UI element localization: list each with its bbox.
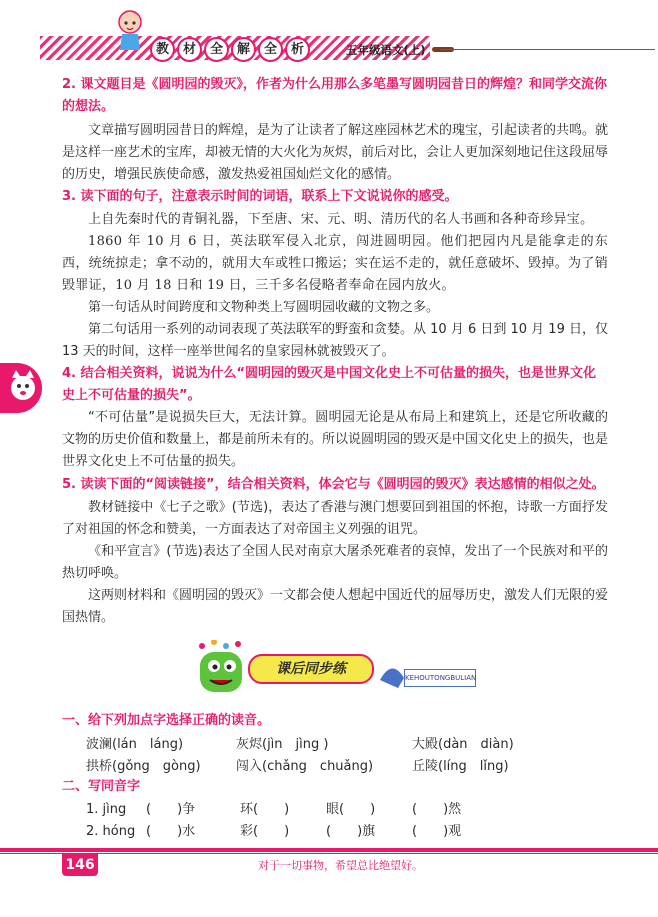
fill-blank: ( )争 — [146, 802, 196, 817]
grade-label: 五年级语文(上) — [346, 43, 426, 57]
exercise-pinyin: 2. hóng — [86, 824, 136, 839]
sync-practice-pinyin: KEHOUTONGBULIAN — [404, 669, 476, 687]
exercise-item: 闯入(chǎng chuǎng) — [236, 759, 374, 774]
header-title-char: 解 — [231, 37, 256, 62]
exercise-item: 波澜(lán láng) — [86, 737, 184, 752]
question-3: 3. 读下面的句子，注意表示时间的词语，联系上下文说说你的感受。 — [62, 189, 458, 204]
footer-divider — [0, 848, 658, 852]
exercise-item: 丘陵(líng lǐng) — [412, 759, 509, 774]
header-title-char: 析 — [285, 37, 310, 62]
header-title-char: 材 — [177, 37, 202, 62]
footer-divider — [0, 853, 658, 854]
exercise-item: 大殿(dàn diàn) — [412, 737, 514, 752]
answer-5-part-3: 这两则材料和《圆明园的毁灭》一文都会使人想起中国近代的屈辱历史，激发人们无限的爱国热情。 — [62, 588, 609, 625]
fill-blank: ( )旗 — [326, 824, 376, 839]
question-4: 4. 结合相关资料，说说为什么“圆明园的毁灭是中国文化史上不可估量的损失，也是世界文化史上不可估量的损失”。 — [62, 366, 597, 403]
quote-sentence-2: 1860 年 10 月 6 日，英法联军侵入北京，闯进圆明园。他们把园内凡是能拿走的东西，统统掠走；拿不动的，就用大车或牲口搬运；实在运不走的，就任意破坏、毁掉。为了销毁罪证，10 月 18 日和 19 日，三千多名侵略者奉命在园内放火。 — [62, 234, 608, 293]
header-stripe-mask — [430, 36, 658, 60]
fill-blank: 彩( ) — [240, 824, 290, 839]
answer-5-part-1: 教材链接中《七子之歌》(节选)，表达了香港与澳门想要回到祖国的怀抱，诗歌一方面抒发了对祖国的怀念和赞美，一方面表达了对帝国主义列强的诅咒。 — [62, 500, 608, 537]
fill-blank: ( )水 — [146, 824, 196, 839]
header-stripe-mask — [0, 36, 40, 60]
answer-4: “不可估量”是说损失巨大，无法计算。圆明园无论是从布局上和建筑上，还是它所收藏的文物的历史价值和数量上，都是前所未有的。所以说圆明园的毁灭是中国文化史上的损失，也是世界文化史上不可估量的损失。 — [62, 410, 609, 469]
header-divider — [440, 49, 655, 50]
quote-sentence-1: 上自先秦时代的青铜礼器，下至唐、宋、元、明、清历代的名人书画和各种奇珍异宝。 — [88, 212, 594, 227]
page-number: 146 — [62, 854, 98, 876]
answer-2: 文章描写圆明园昔日的辉煌，是为了让读者了解这座园林艺术的瑰宝，引起读者的共鸣。就是这样一座艺术的宝库，却被无情的大火化为灰烬，前后对比，会让人更加深刻地记住这段屈辱的历史，增强民族使命感，激发热爱祖国灿烂文化的感情。 — [62, 123, 609, 182]
header-title-char: 全 — [258, 37, 283, 62]
exercise-item: 拱桥(gǒng gòng) — [86, 759, 201, 774]
exercise-section-2-title: 二、写同音字 — [62, 779, 141, 794]
sync-practice-title: 课后同步练 — [248, 654, 374, 684]
header-title-char: 全 — [204, 37, 229, 62]
question-2: 2. 课文题目是《圆明园的毁灭》，作者为什么用那么多笔墨写圆明园昔日的辉煌？和同学交流你的想法。 — [62, 77, 608, 114]
fill-blank: ( )观 — [412, 824, 462, 839]
question-5: 5. 读读下面的“阅读链接”，结合相关资料，体会它与《圆明园的毁灭》表达感情的相似之处。 — [62, 477, 605, 492]
footer-quote: 对于一切事物，希望总比绝望好。 — [258, 859, 423, 872]
exercise-section-1-title: 一、给下列加点字选择正确的读音。 — [62, 713, 271, 728]
header-title-char: 教 — [150, 37, 175, 62]
fill-blank: 眼( ) — [326, 802, 376, 817]
fill-blank: 环( ) — [240, 802, 290, 817]
exercise-pinyin: 1. jìng — [86, 802, 127, 817]
answer-3-part-2: 第二句话用一系列的动词表现了英法联军的野蛮和贪婪。从 10 月 6 日到 10 月 19 日，仅 13 天的时间，这样一座举世闻名的皇家园林就被毁灭了。 — [62, 322, 608, 359]
answer-5-part-2: 《和平宣言》(节选)表达了全国人民对南京大屠杀死难者的哀悼，发出了一个民族对和平的热切呼唤。 — [62, 544, 608, 581]
answer-3-part-1: 第一句话从时间跨度和文物种类上写圆明园收藏的文物之多。 — [88, 300, 440, 315]
fill-blank: ( )然 — [412, 802, 462, 817]
cat-mascot-icon — [8, 368, 38, 406]
girl-mascot-icon — [110, 4, 150, 54]
exercise-item: 灰烬(jìn jìng ) — [236, 737, 329, 752]
